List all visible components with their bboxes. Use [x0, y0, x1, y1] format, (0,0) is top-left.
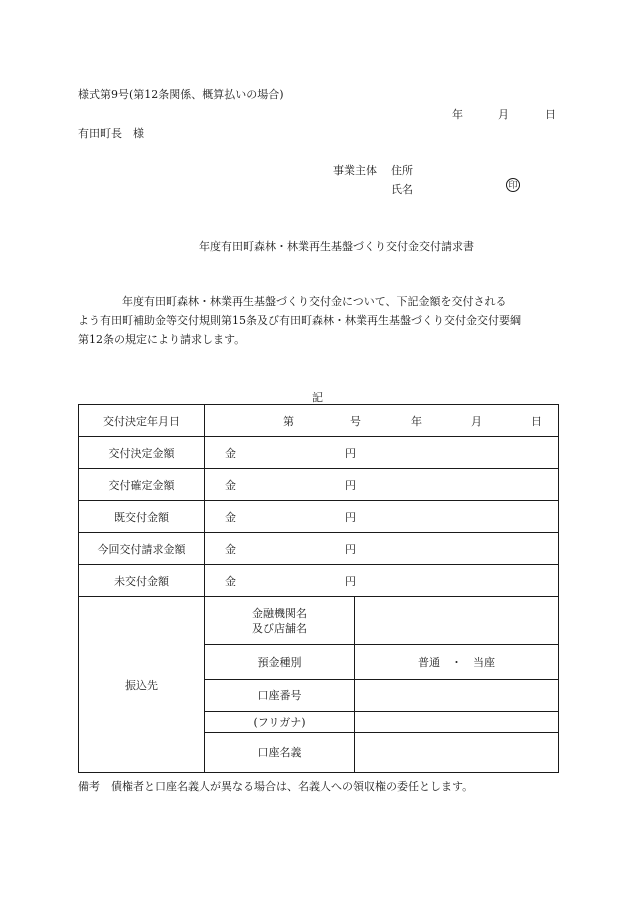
document-title: 年度有田町森林・林業再生基盤づくり交付金交付請求書: [199, 240, 474, 253]
deposit-type-label: 預金種別: [205, 645, 355, 680]
account-holder-field[interactable]: [355, 733, 559, 773]
account-holder-label: 口座名義: [205, 733, 355, 773]
amount-label: 交付決定金額: [79, 437, 205, 469]
amount-label: 既交付金額: [79, 501, 205, 533]
decision-date-label: 交付決定年月日: [79, 405, 205, 437]
dai-text: 第: [283, 414, 294, 428]
decision-date-row: [79, 405, 559, 437]
kin-text: 金: [225, 542, 236, 556]
request-table: [78, 404, 559, 773]
amount-row: [79, 469, 559, 501]
amount-label: 交付確定金額: [79, 469, 205, 501]
address-label: 住所: [391, 164, 413, 177]
account-number-label: 口座番号: [205, 680, 355, 712]
amount-value[interactable]: [205, 533, 559, 565]
form-number: 様式第9号(第12条関係、概算払いの場合): [78, 88, 284, 101]
bank-name-field[interactable]: [355, 597, 559, 645]
amount-value[interactable]: [205, 469, 559, 501]
body-line: よう有田町補助金等交付規則第15条及び有田町森林・林業再生基盤づくり交付金交付要綱: [78, 314, 521, 327]
amount-value[interactable]: [205, 437, 559, 469]
body-line: 第12条の規定により請求します。: [78, 333, 246, 346]
remarks: 備考 債権者と口座名義人が異なる場合は、名義人への領収権の委任とします。: [78, 780, 474, 793]
furigana-label: (フリガナ): [205, 712, 355, 733]
amount-label: 今回交付請求金額: [79, 533, 205, 565]
year-text: 年: [411, 414, 422, 428]
amount-row: [79, 437, 559, 469]
en-text: 円: [345, 510, 356, 524]
body-line: 年度有田町森林・林業再生基盤づくり交付金について、下記金額を交付される: [78, 295, 507, 308]
deposit-type-options[interactable]: 普通 ・ 当座: [355, 645, 559, 680]
bank-row: [79, 597, 559, 645]
body-text: [78, 292, 556, 349]
account-number-field[interactable]: [355, 680, 559, 712]
kin-text: 金: [225, 446, 236, 460]
bank-name-label: [205, 597, 355, 645]
date-year: 年: [452, 108, 463, 121]
kin-text: 金: [225, 574, 236, 588]
bank-label-line1: 金融機関名: [252, 606, 307, 620]
amount-row: [79, 565, 559, 597]
amount-row: [79, 533, 559, 565]
ki-note-mark: 記: [312, 391, 323, 404]
en-text: 円: [345, 542, 356, 556]
amount-label: 未交付金額: [79, 565, 205, 597]
date-day: 日: [545, 108, 556, 121]
furigana-field[interactable]: [355, 712, 559, 733]
en-text: 円: [345, 446, 356, 460]
transfer-label: 振込先: [79, 597, 205, 773]
kin-text: 金: [225, 510, 236, 524]
amount-row: [79, 501, 559, 533]
decision-date-value[interactable]: [205, 405, 559, 437]
bank-label-line2: 及び店舗名: [252, 621, 307, 635]
en-text: 円: [345, 478, 356, 492]
day-text: 日: [531, 414, 542, 428]
amount-value[interactable]: [205, 501, 559, 533]
go-text: 号: [350, 414, 361, 428]
en-text: 円: [345, 574, 356, 588]
addressee: 有田町長 様: [78, 127, 144, 140]
date-month: 月: [498, 108, 509, 121]
month-text: 月: [471, 414, 482, 428]
entity-label: 事業主体: [333, 164, 377, 177]
amount-value[interactable]: [205, 565, 559, 597]
kin-text: 金: [225, 478, 236, 492]
name-label: 氏名: [391, 183, 413, 196]
seal-mark: 印: [506, 178, 520, 192]
